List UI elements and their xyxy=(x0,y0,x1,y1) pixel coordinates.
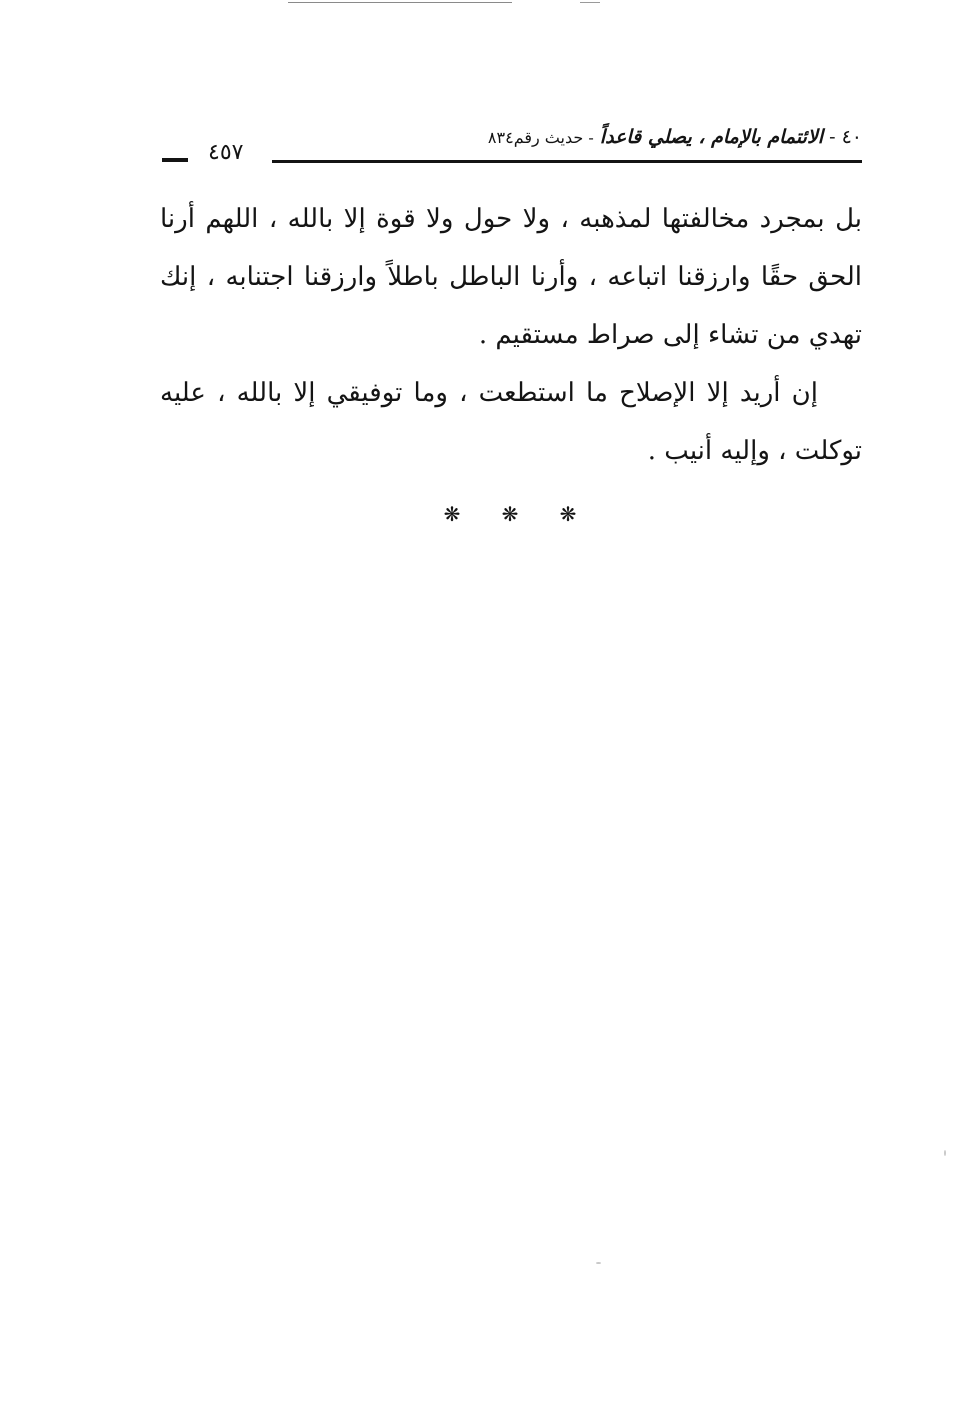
ornament-star: ❋ xyxy=(501,502,519,526)
chapter-heading xyxy=(488,124,862,151)
page-number-dash xyxy=(162,158,188,162)
scan-speck xyxy=(596,1262,601,1264)
paragraph-1: بل بمجرد مخالفتها لمذهبه ، ولا حول ولا قوة إلا بالله ، اللهم أرنا الحق حقًا وارزقنا اتباعه ، وأرنا الباطل باطلاً وارزقنا اجتنابه ، إنك تهدي من تشاء إلى صراط مستقيم . xyxy=(160,204,862,350)
hadith-reference: - حديث رقم٨٣٤ xyxy=(487,128,594,147)
paragraph-2: إن أريد إلا الإصلاح ما استطعت ، وما توفيقي إلا بالله ، عليه توكلت ، وإليه أنيب . xyxy=(160,378,862,466)
chapter-number: ٤٠ - xyxy=(829,126,862,148)
body-text xyxy=(160,190,862,480)
section-end-ornament xyxy=(440,496,580,532)
scan-speck xyxy=(944,1150,946,1156)
running-head xyxy=(160,118,862,170)
ornament-star: ❋ xyxy=(443,502,461,526)
header-rule xyxy=(272,160,862,163)
ornament-star: ❋ xyxy=(559,502,577,526)
page-number: ٤٥٧ xyxy=(208,140,244,165)
chapter-title: الائتمام بالإمام ، يصلي قاعداً xyxy=(599,126,824,148)
top-edge-rule-short xyxy=(580,2,600,3)
top-edge-rule xyxy=(288,2,512,3)
